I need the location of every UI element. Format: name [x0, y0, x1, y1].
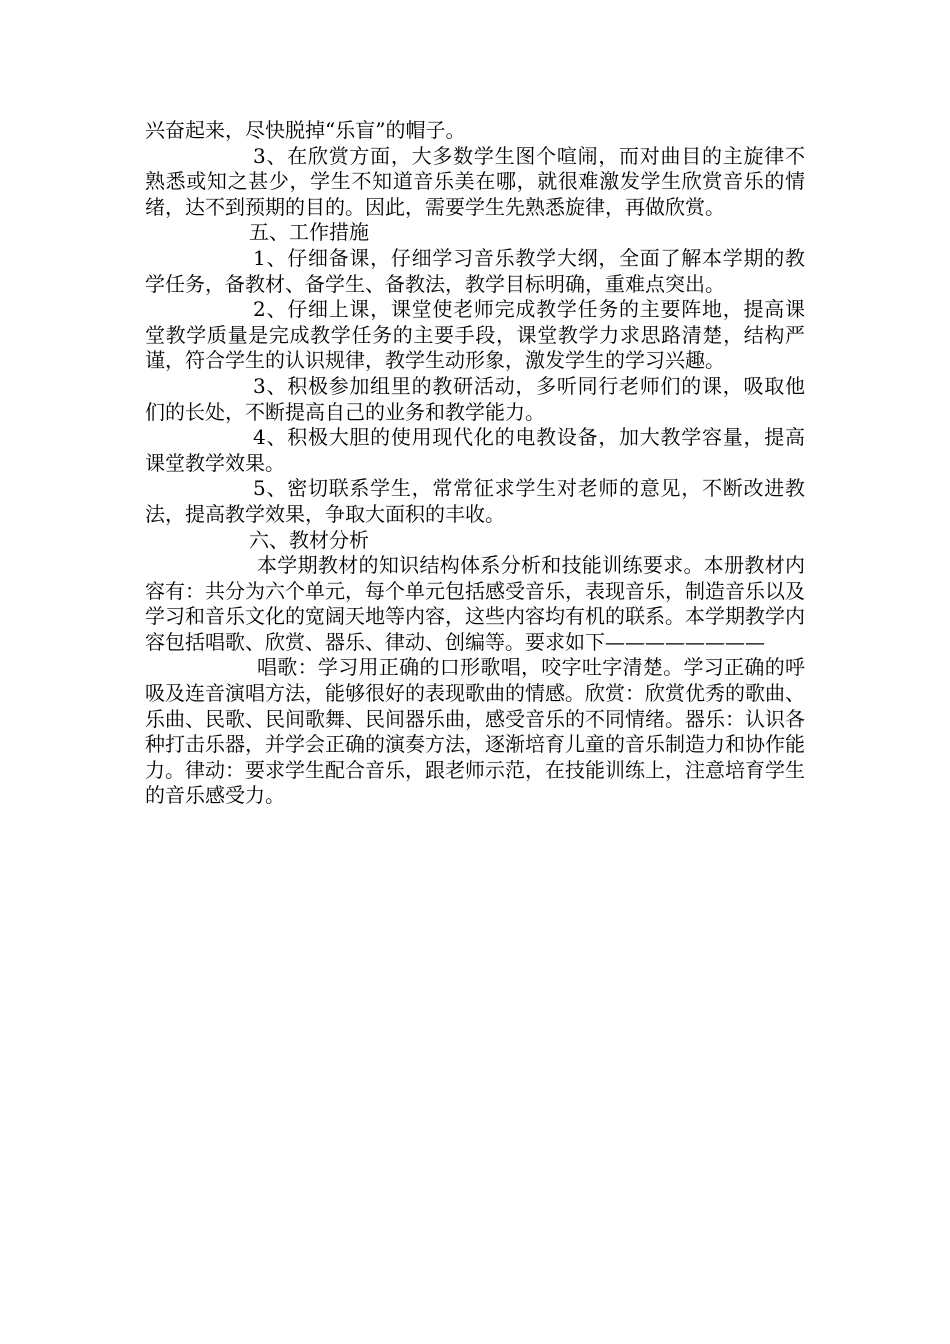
- paragraph-measure-4: 4、积极大胆的使用现代化的电教设备，加大教学容量，提高课堂教学效果。: [145, 425, 805, 475]
- paragraph-measure-1: 1、仔细备课，仔细学习音乐教学大纲，全面了解本学期的教学任务，备教材、备学生、备教法，教学目标明确，重难点突出。: [145, 245, 805, 296]
- paragraph-measure-2: 2、仔细上课，课堂使老师完成教学任务的主要阵地，提高课堂教学质量是完成教学任务的主要手段，课堂教学力求思路清楚，结构严谨，符合学生的认识规律，教学生动形象，激发学生的学习兴趣。: [145, 297, 805, 373]
- paragraph-continuation: 兴奋起来，尽快脱掉“乐盲”的帽子。: [145, 118, 466, 142]
- paragraph-measure-5: 5、密切联系学生，常常征求学生对老师的意见，不断改进教法，提高教学效果，争取大面积的丰收。: [145, 476, 805, 526]
- paragraph-textbook-overview: 本学期教材的知识结构体系分析和技能训练要求。本册教材内容有：共分为六个单元，每个单元包括感受音乐，表现音乐，制造音乐以及学习和音乐文化的宽阔天地等内容，这些内容均有机的联系。本学期教学内容包括唱歌、欣赏、器乐、律动、创编等。要求如下————————: [145, 553, 805, 654]
- paragraph-measure-3: 3、积极参加组里的教研活动，多听同行老师们的课，吸取他们的长处，不断提高自己的业务和教学能力。: [145, 373, 805, 424]
- paragraph-requirements: 唱歌：学习用正确的口形歌唱，咬字吐字清楚。学习正确的呼吸及连音演唱方法，能够很好的表现歌曲的情感。欣赏：欣赏优秀的歌曲、乐曲、民歌、民间歌舞、民间器乐曲，感受音乐的不同情绪。器乐：认识各种打击乐器，并学会正确的演奏方法，逐渐培育儿童的音乐制造力和协作能力。律动：要求学生配合音乐，跟老师示范，在技能训练上，注意培育学生的音乐感受力。: [145, 655, 805, 808]
- document-body: [145, 118, 805, 809]
- paragraph-appreciation: 3、在欣赏方面，大多数学生图个喧闹，而对曲目的主旋律不熟悉或知之甚少，学生不知道音乐美在哪，就很难激发学生欣赏音乐的情绪，达不到预期的目的。因此，需要学生先熟悉旋律，再做欣赏。: [145, 143, 805, 219]
- section-heading-textbook-analysis: 六、教材分析: [249, 527, 369, 552]
- section-heading-work-measures: 五、工作措施: [249, 220, 369, 245]
